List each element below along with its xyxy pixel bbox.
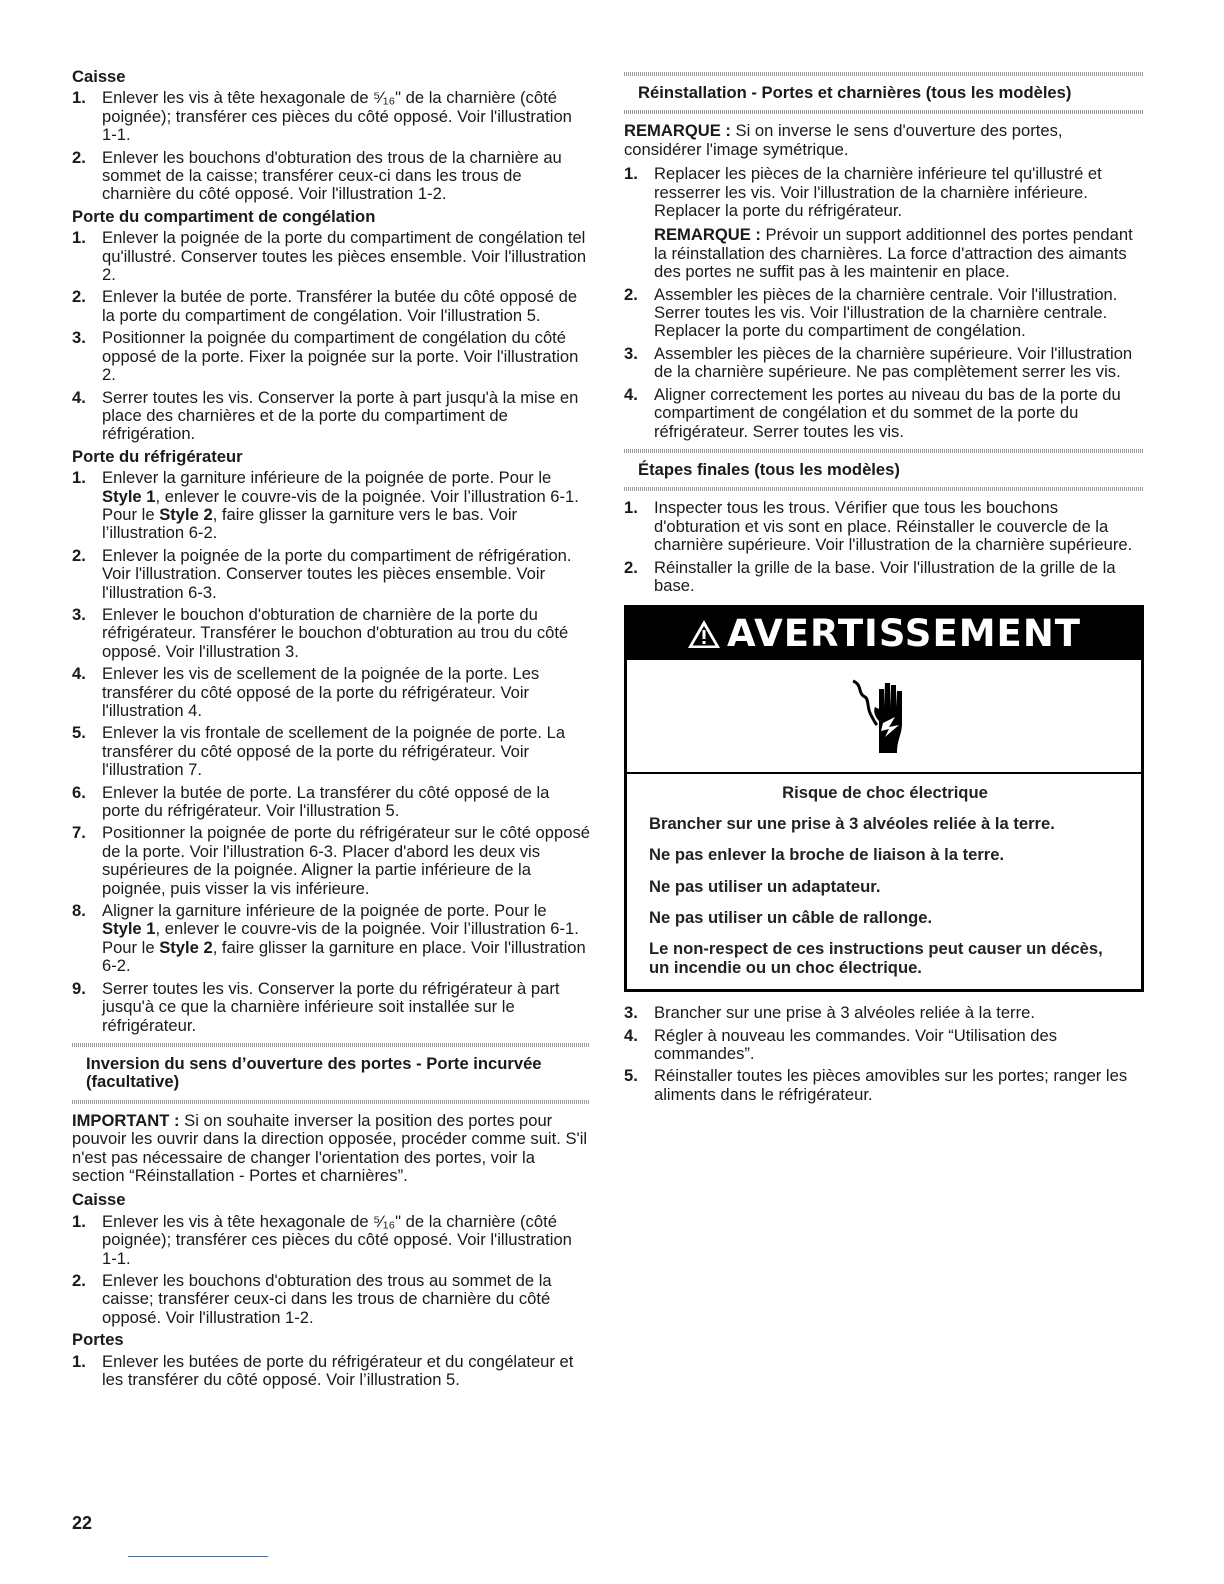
list-item xyxy=(72,149,590,204)
step-text: Enlever la butée de porte. La transférer du côté opposé de la porte du réfrigérateur. Voir l'illustration 5. xyxy=(102,782,550,821)
step-text: Réinstaller la grille de la base. Voir l'illustration de la grille de la base. xyxy=(654,557,1116,595)
step-text: Enlever les vis à tête hexagonale de ⁵⁄₁₆" de la charnière (côté poignée); transférer ces pièces du côté opposé. Voir l'illustration 1-1. xyxy=(102,88,572,145)
step-text: Enlever les bouchons d'obturation des trous de la charnière au sommet de la caisse; transférer ceux-ci dans les trous de charnière du côté opposé. Voir l'illustration 1-2. xyxy=(102,147,562,204)
list-item xyxy=(72,1213,590,1268)
section-banner-inversion xyxy=(72,1043,590,1104)
banner-title: Réinstallation - Portes et charnières (tous les modèles) xyxy=(638,83,1072,102)
step-number: 2. xyxy=(72,147,86,167)
page-number: 22 xyxy=(72,1513,93,1533)
step-number: 3. xyxy=(72,328,86,348)
warning-line: Ne pas utiliser un adaptateur. xyxy=(649,876,881,896)
step-remark xyxy=(654,226,1144,281)
remark-label: REMARQUE : xyxy=(654,225,761,245)
list-item xyxy=(72,469,590,543)
step-text: Positionner la poignée du compartiment de congélation du côté opposé de la porte. Fixer la poignée sur la porte. Voir l'illustration 2. xyxy=(102,328,579,385)
list-item xyxy=(72,329,590,384)
step-number: 9. xyxy=(72,978,86,998)
step-text: , faire glisser la garniture vers le bas. Voir l’illustration 6-2. xyxy=(102,504,518,543)
step-text: , faire glisser la garniture en place. Voir l'illustration 6-2. xyxy=(102,937,586,976)
list-item xyxy=(72,902,590,976)
step-number: 4. xyxy=(624,384,638,404)
step-number: 1. xyxy=(72,88,86,108)
list-item xyxy=(72,89,590,144)
banner-title: Étapes finales (tous les modèles) xyxy=(638,459,900,479)
portes-steps xyxy=(72,1353,590,1390)
step-number: 8. xyxy=(72,901,86,921)
step-text: Enlever la butée de porte. Transférer la butée du côté opposé de la porte du compartiment de congélation. Voir l'illustration 5. xyxy=(102,287,578,325)
important-text: Si on souhaite inverser la position des portes pour pouvoir les ouvrir dans la direction opposée, procéder comme suit. S'il n'est pas nécessaire de changer l'orientation des portes, voir la section “Réinstallation - Portes et charnières”. xyxy=(72,1110,588,1185)
list-item xyxy=(72,665,590,720)
step-number: 1. xyxy=(624,498,638,518)
step-text: , enlever le couvre-vis de la poignée. Voir l’illustration 6-1. Pour le xyxy=(102,919,579,957)
reinstall-steps xyxy=(624,165,1144,441)
step-text: Réinstaller toutes les pièces amovibles sur les portes; ranger les aliments dans le réfrigérateur. xyxy=(654,1066,1128,1104)
step-text: Enlever le bouchon d'obturation de charnière de la porte du réfrigérateur. Transférer le bouchon d'obturation au trou du côté opposé. Voir l'illustration 3. xyxy=(102,604,569,661)
step-text: Régler à nouveau les commandes. Voir “Utilisation des commandes”. xyxy=(654,1025,1058,1063)
warning-line: Brancher sur une prise à 3 alvéoles reliée à la terre. xyxy=(649,813,1055,833)
list-item xyxy=(624,286,1144,341)
list-item xyxy=(72,606,590,661)
list-item xyxy=(624,386,1144,441)
fridge-door-steps xyxy=(72,469,590,1035)
electric-shock-hand-icon xyxy=(849,675,919,757)
freezer-door-steps xyxy=(72,229,590,443)
step-number: 6. xyxy=(72,782,86,802)
list-item xyxy=(72,824,590,898)
step-number: 5. xyxy=(624,1066,638,1086)
list-item xyxy=(72,980,590,1035)
style-label: Style 2 xyxy=(159,937,213,957)
step-number: 1. xyxy=(72,1351,86,1371)
warning-body xyxy=(627,774,1141,989)
style-label: Style 1 xyxy=(102,919,156,939)
step-text: Serrer toutes les vis. Conserver la porte à part jusqu'à la mise en place des charnières et de la porte du compartiment de réfrigération. xyxy=(102,387,579,444)
list-item xyxy=(624,165,1144,281)
step-number: 4. xyxy=(624,1025,638,1045)
step-text: Enlever les butées de porte du réfrigérateur et du congélateur et les transférer du côté opposé. Voir l’illustration 5. xyxy=(102,1351,574,1389)
step-number: 4. xyxy=(72,387,86,407)
step-text: , enlever le couvre-vis de la poignée. Voir l’illustration 6-1. Pour le xyxy=(102,486,579,524)
list-item xyxy=(624,1004,1144,1022)
step-number: 5. xyxy=(72,723,86,743)
caisse-steps xyxy=(72,89,590,203)
step-number: 2. xyxy=(624,557,638,577)
step-text: Positionner la poignée de porte du réfrigérateur sur le côté opposé de la porte. Voir l'illustration 6-3. Placer d'abord les deux vis supérieures de la poignée. Aligner la partie inférieure de la poignée, puis visser la vis inférieure. xyxy=(102,823,590,898)
remark-note xyxy=(624,122,1144,159)
warning-header xyxy=(627,608,1141,660)
section-banner-reinstall xyxy=(624,72,1144,114)
step-text: Aligner correctement les portes au niveau du bas de la porte du compartiment de congélation et du sommet de la porte du réfrigérateur. Serrer toutes les vis. xyxy=(654,384,1121,441)
divider xyxy=(624,110,1144,114)
section-banner-final xyxy=(624,449,1144,491)
list-item xyxy=(72,1272,590,1327)
step-text: Enlever les vis de scellement de la poignée de la porte. Les transférer du côté opposé de la porte du réfrigérateur. Voir l'illustration 4. xyxy=(102,664,540,720)
left-column xyxy=(72,64,590,1393)
step-text: Enlever la poignée de la porte du compartiment de réfrigération. Voir l'illustration. Conserver toutes les pièces ensemble. Voir l'illustration 6-3. xyxy=(102,545,572,602)
step-text: Assembler les pièces de la charnière supérieure. Voir l'illustration de la charnière supérieure. Ne pas complètement serrer les vis. xyxy=(654,343,1133,382)
step-number: 7. xyxy=(72,823,86,843)
step-text: Enlever les bouchons d'obturation des trous au sommet de la caisse; transférer ceux-ci dans les trous de charnière du côté opposé. Voir l'illustration 1-2. xyxy=(102,1270,552,1327)
step-number: 3. xyxy=(72,604,86,624)
remark-text: Si on inverse le sens d'ouverture des portes, considérer l'image symétrique. xyxy=(624,121,1063,159)
final-steps xyxy=(624,499,1144,595)
important-label: IMPORTANT : xyxy=(72,1110,180,1130)
step-number: 2. xyxy=(72,287,86,307)
step-text: Aligner la garniture inférieure de la poignée de porte. Pour le xyxy=(102,901,547,921)
section-heading-caisse: Caisse xyxy=(72,1190,126,1210)
section-heading-caisse: Caisse xyxy=(72,67,126,86)
step-text: Brancher sur une prise à 3 alvéoles reliée à la terre. xyxy=(654,1003,1035,1023)
step-number: 2. xyxy=(72,1270,86,1290)
step-text: Enlever la vis frontale de scellement de la poignée de porte. La transférer du côté opposé de la porte du réfrigérateur. Voir l'illustration 7. xyxy=(102,723,566,780)
step-number: 3. xyxy=(624,343,638,363)
remark-text: Prévoir un support additionnel des portes pendant la réinstallation des charnières. La force d'attraction des aimants des portes ne suffit pas à les maintenir en place. xyxy=(654,225,1133,282)
section-heading-fridge-door: Porte du réfrigérateur xyxy=(72,446,243,466)
step-number: 2. xyxy=(624,284,638,304)
step-text: Serrer toutes les vis. Conserver la porte du réfrigérateur à part jusqu'à ce que la charnière inférieure soit installée sur le réfrigérateur. xyxy=(102,978,560,1035)
list-item xyxy=(624,345,1144,382)
warning-box xyxy=(624,605,1144,992)
caisse-steps-2 xyxy=(72,1213,590,1327)
post-warning-steps xyxy=(624,1004,1144,1104)
step-text: Replacer les pièces de la charnière inférieure tel qu'illustré et resserrer les vis. Voir l'illustration de la charnière inférieure. Replacer la porte du réfrigérateur. xyxy=(654,164,1102,221)
banner-title: Inversion du sens d’ouverture des portes - Porte incurvée (facultative) xyxy=(86,1053,542,1092)
step-text: Enlever la garniture inférieure de la poignée de porte. Pour le xyxy=(102,468,552,488)
list-item xyxy=(72,229,590,284)
step-text: Enlever la poignée de la porte du compartiment de congélation tel qu'illustré. Conserver toutes les pièces ensemble. Voir l'illustration 2. xyxy=(102,228,587,285)
divider xyxy=(624,487,1144,491)
step-text: Inspecter tous les trous. Vérifier que tous les bouchons d'obturation et vis sont en place. Réinstaller le couvercle de la charnière supérieure. Voir l'illustration de la charnière supérieure. xyxy=(654,498,1133,555)
list-item xyxy=(72,547,590,602)
step-text: Enlever les vis à tête hexagonale de ⁵⁄₁₆" de la charnière (côté poignée); transférer ces pièces du côté opposé. Voir l'illustration 1-1. xyxy=(102,1211,572,1268)
list-item xyxy=(72,389,590,444)
step-number: 1. xyxy=(72,1211,86,1231)
step-number: 1. xyxy=(624,164,638,184)
step-number: 4. xyxy=(72,664,86,684)
warning-risk: Risque de choc électrique xyxy=(782,783,988,803)
warning-line: Ne pas utiliser un câble de rallonge. xyxy=(649,907,933,927)
list-item xyxy=(624,1067,1144,1104)
list-item xyxy=(72,288,590,325)
warning-triangle-icon xyxy=(687,619,721,649)
list-item xyxy=(624,499,1144,554)
important-note xyxy=(72,1112,590,1186)
list-item xyxy=(624,1027,1144,1064)
list-item xyxy=(72,724,590,779)
remark-label: REMARQUE : xyxy=(624,121,731,141)
right-column xyxy=(624,64,1144,1108)
warning-line: Ne pas enlever la broche de liaison à la terre. xyxy=(649,845,1005,865)
divider xyxy=(72,1100,590,1104)
warning-consequence: Le non-respect de ces instructions peut causer un décès, un incendie ou un choc électrique. xyxy=(649,939,1103,977)
style-label: Style 2 xyxy=(159,504,213,524)
style-label: Style 1 xyxy=(102,486,156,506)
step-number: 1. xyxy=(72,468,86,488)
warning-title: AVERTISSEMENT xyxy=(726,612,1082,656)
list-item xyxy=(624,559,1144,596)
step-number: 2. xyxy=(72,545,86,565)
step-text: Assembler les pièces de la charnière centrale. Voir l'illustration. Serrer toutes les vis. Voir l'illustration de la charnière centrale. Replacer la porte du compartiment de congélation. xyxy=(654,284,1118,341)
warning-icon-area xyxy=(627,660,1141,774)
list-item xyxy=(72,784,590,821)
step-number: 1. xyxy=(72,228,86,248)
section-heading-freezer-door: Porte du compartiment de congélation xyxy=(72,206,376,226)
footer-divider xyxy=(128,1556,268,1557)
section-heading-portes: Portes xyxy=(72,1330,124,1350)
step-number: 3. xyxy=(624,1003,638,1023)
list-item xyxy=(72,1353,590,1390)
